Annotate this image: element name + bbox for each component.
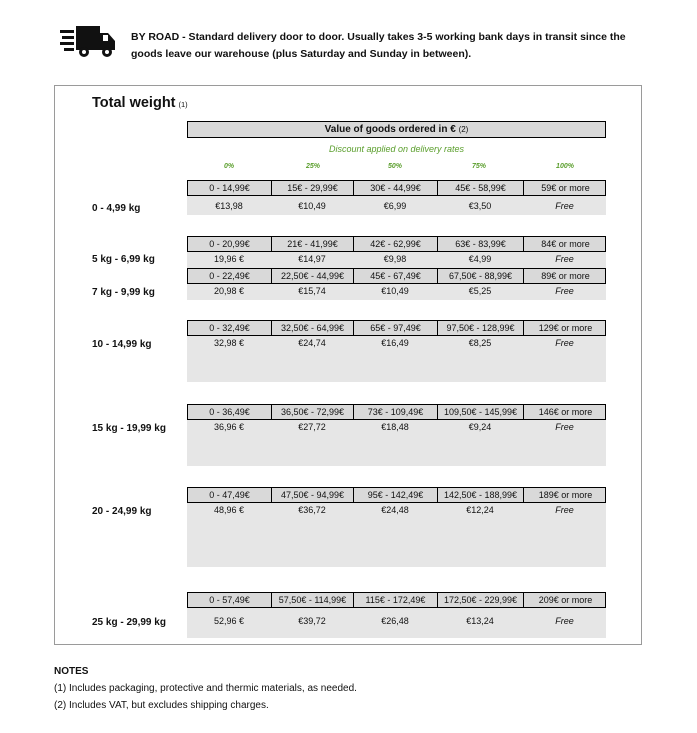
fast-truck-icon xyxy=(60,24,116,60)
total-weight-note: (1) xyxy=(178,100,188,109)
range-row xyxy=(187,320,606,336)
notes-section xyxy=(54,663,357,714)
price-cell: €3,50 xyxy=(468,201,492,211)
range-row xyxy=(187,592,606,608)
price-cell: 36,96 € xyxy=(213,422,245,432)
weight-label: 5 kg - 6,99 kg xyxy=(92,254,155,265)
price-row xyxy=(187,503,606,517)
price-cell: €12,24 xyxy=(466,505,494,515)
discount-percentages xyxy=(187,163,606,175)
weight-label: 0 - 4,99 kg xyxy=(92,203,141,214)
price-cell: €24,74 xyxy=(298,338,326,348)
price-cell: €39,72 xyxy=(298,616,326,626)
range-cell: 32,50€ - 64,99€ xyxy=(272,321,354,335)
range-cell: 42€ - 62,99€ xyxy=(354,237,438,251)
price-cell: €9,24 xyxy=(468,422,492,432)
discount-0: 0% xyxy=(223,163,235,170)
total-weight-heading xyxy=(92,95,188,111)
range-cell: 209€ or more xyxy=(538,595,593,605)
price-cell: €10,49 xyxy=(381,286,409,296)
price-cell: Free xyxy=(555,286,574,296)
range-cell: 89€ or more xyxy=(541,271,590,281)
range-cell: 45€ - 58,99€ xyxy=(438,181,524,195)
range-cell: 59€ or more xyxy=(541,183,590,193)
price-cell: €5,25 xyxy=(468,286,492,296)
weight-label: 7 kg - 9,99 kg xyxy=(92,287,155,298)
range-row xyxy=(187,404,606,420)
price-cell: Free xyxy=(555,616,574,626)
price-row xyxy=(187,252,606,266)
price-cell: Free xyxy=(555,422,574,432)
range-cell: 0 - 47,49€ xyxy=(188,488,272,502)
price-cell: €27,72 xyxy=(298,422,326,432)
range-cell: 45€ - 67,49€ xyxy=(354,269,438,283)
price-row xyxy=(187,284,606,298)
range-cell: 109,50€ - 145,99€ xyxy=(438,405,524,419)
price-row xyxy=(187,420,606,434)
price-cell: Free xyxy=(555,201,574,211)
range-cell: 0 - 22,49€ xyxy=(188,269,272,283)
price-cell: 20,98 € xyxy=(213,286,245,296)
discount-label: Discount applied on delivery rates xyxy=(328,144,465,154)
price-cell: Free xyxy=(555,338,574,348)
weight-label: 25 kg - 29,99 kg xyxy=(92,617,166,628)
value-header-label: Value of goods ordered in € xyxy=(324,124,456,135)
value-header-note: (2) xyxy=(458,125,469,134)
price-row xyxy=(187,199,606,213)
price-cell: €6,99 xyxy=(383,201,407,211)
range-cell: 129€ or more xyxy=(538,323,593,333)
range-cell: 22,50€ - 44,99€ xyxy=(272,269,354,283)
discount-100: 100% xyxy=(556,163,574,170)
price-cell: €9,98 xyxy=(383,254,407,264)
range-cell: 146€ or more xyxy=(538,407,593,417)
range-cell: 95€ - 142,49€ xyxy=(354,488,438,502)
note-item-1: (1) Includes packaging, protective and thermic materials, as needed. xyxy=(54,683,357,694)
value-header xyxy=(187,121,606,138)
notes-title: NOTES xyxy=(54,666,89,677)
range-cell: 0 - 57,49€ xyxy=(188,593,272,607)
price-row xyxy=(187,614,606,628)
range-cell: 0 - 36,49€ xyxy=(188,405,272,419)
range-cell: 0 - 14,99€ xyxy=(188,181,272,195)
price-cell: €13,98 xyxy=(215,201,243,211)
price-cell: €36,72 xyxy=(298,505,326,515)
price-cell: €10,49 xyxy=(298,201,326,211)
price-cell: €24,48 xyxy=(381,505,409,515)
range-cell: 115€ - 172,49€ xyxy=(354,593,438,607)
note-item-2: (2) Includes VAT, but excludes shipping charges. xyxy=(54,700,269,711)
price-cell: 52,96 € xyxy=(213,616,245,626)
range-cell: 67,50€ - 88,99€ xyxy=(438,269,524,283)
price-cell: €26,48 xyxy=(381,616,409,626)
range-cell: 84€ or more xyxy=(541,239,590,249)
discount-25: 25% xyxy=(305,163,320,170)
price-cell: 32,98 € xyxy=(213,338,245,348)
range-cell: 21€ - 41,99€ xyxy=(272,237,354,251)
price-cell: Free xyxy=(555,505,574,515)
range-cell: 189€ or more xyxy=(538,490,593,500)
range-cell: 0 - 32,49€ xyxy=(188,321,272,335)
range-cell: 63€ - 83,99€ xyxy=(438,237,524,251)
price-cell: €15,74 xyxy=(298,286,326,296)
range-cell: 142,50€ - 188,99€ xyxy=(438,488,524,502)
range-cell: 30€ - 44,99€ xyxy=(354,181,438,195)
price-cell: 48,96 € xyxy=(213,505,245,515)
price-cell: €13,24 xyxy=(466,616,494,626)
price-cell: €8,25 xyxy=(468,338,492,348)
range-row xyxy=(187,236,606,252)
price-cell: €4,99 xyxy=(468,254,492,264)
price-row xyxy=(187,336,606,350)
price-cell: €18,48 xyxy=(381,422,409,432)
price-cell: €14,97 xyxy=(298,254,326,264)
weight-label: 20 - 24,99 kg xyxy=(92,506,152,517)
price-cell: €16,49 xyxy=(381,338,409,348)
total-weight-label: Total weight xyxy=(92,95,176,111)
range-cell: 36,50€ - 72,99€ xyxy=(272,405,354,419)
range-cell: 172,50€ - 229,99€ xyxy=(438,593,524,607)
price-cell: 19,96 € xyxy=(213,254,245,264)
range-cell: 97,50€ - 128,99€ xyxy=(438,321,524,335)
range-cell: 47,50€ - 94,99€ xyxy=(272,488,354,502)
range-row xyxy=(187,180,606,196)
price-cell: Free xyxy=(555,254,574,264)
range-row xyxy=(187,268,606,284)
discount-75: 75% xyxy=(471,163,486,170)
delivery-intro: BY ROAD - Standard delivery door to door. Usually takes 3-5 working bank days in transit since the goods leave our warehouse (plus Saturday and Sunday in between). xyxy=(131,31,626,60)
discount-50: 50% xyxy=(387,163,402,170)
range-cell: 0 - 20,99€ xyxy=(188,237,272,251)
range-cell: 65€ - 97,49€ xyxy=(354,321,438,335)
weight-label: 15 kg - 19,99 kg xyxy=(92,423,166,434)
range-row xyxy=(187,487,606,503)
weight-label: 10 - 14,99 kg xyxy=(92,339,152,350)
range-cell: 15€ - 29,99€ xyxy=(272,181,354,195)
range-cell: 73€ - 109,49€ xyxy=(354,405,438,419)
range-cell: 57,50€ - 114,99€ xyxy=(272,593,354,607)
